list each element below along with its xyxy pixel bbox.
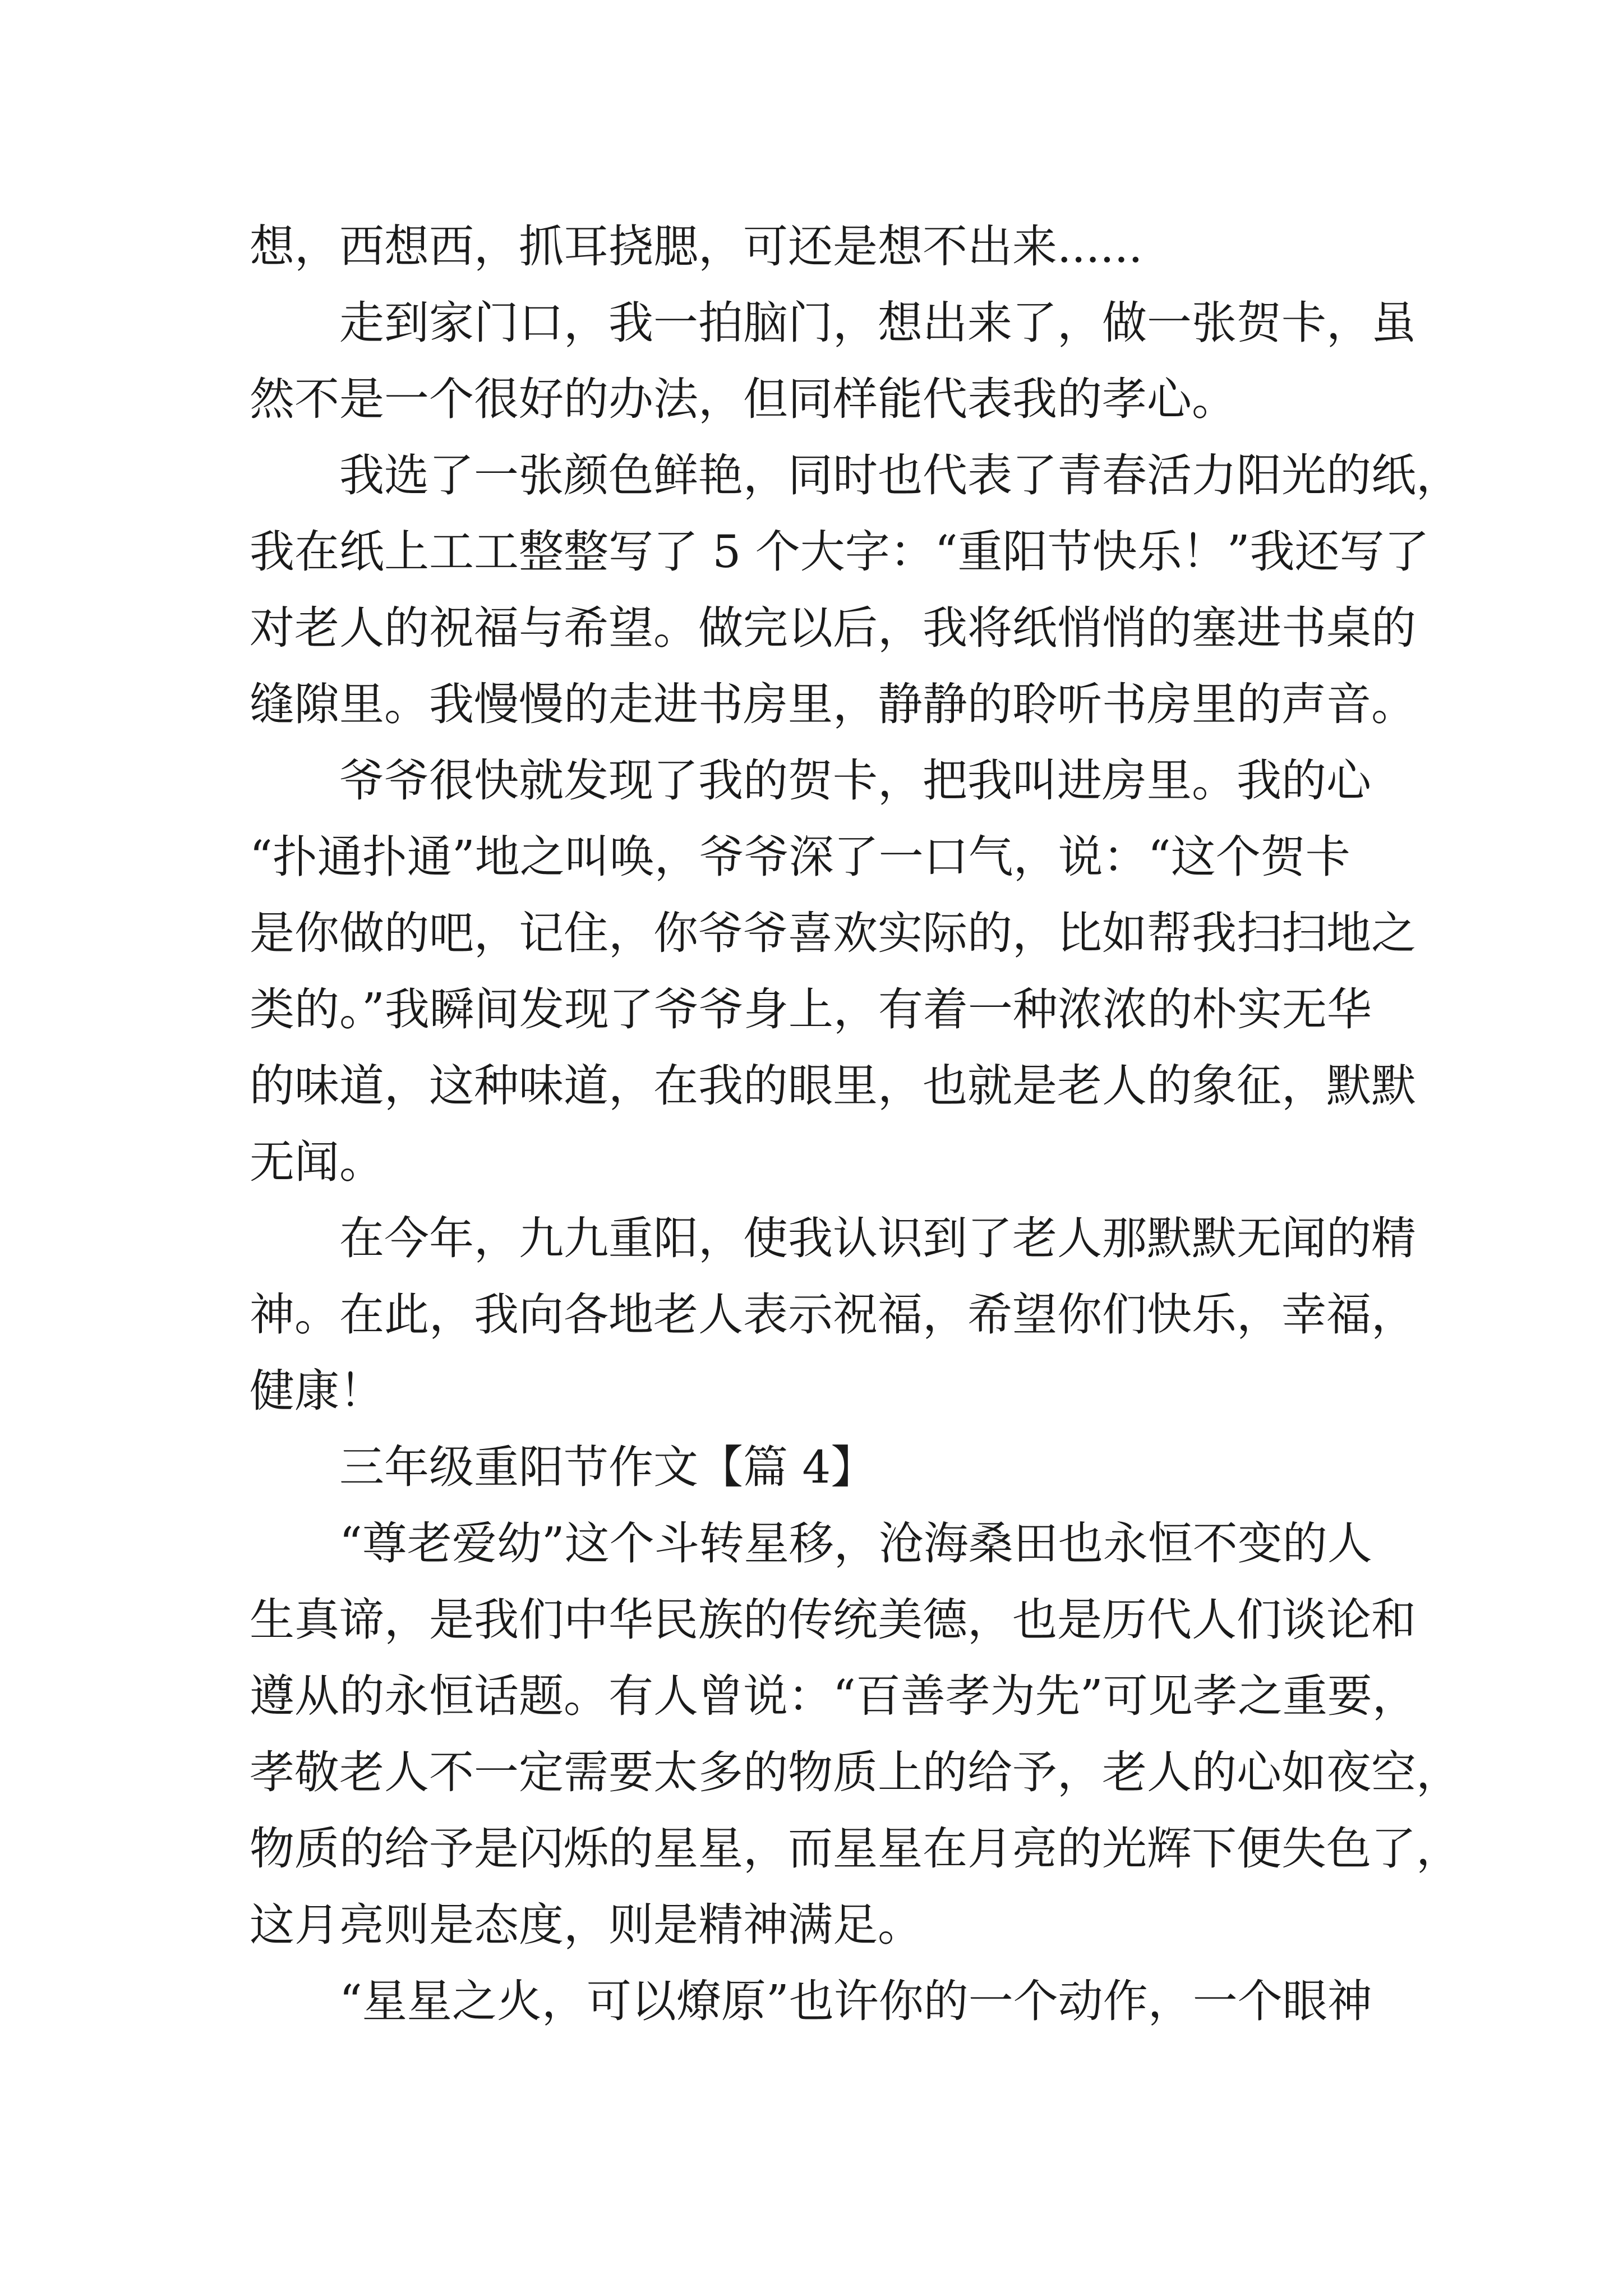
paragraph-start-line: 走到家门口，我一拍脑门，想出来了，做一张贺卡，虽 [339, 297, 1416, 349]
text-line: 我在纸上工工整整写了 5 个大字：“重阳节快乐！”我还写了 [250, 526, 1430, 578]
text-line: 想，西想西，抓耳挠腮，可还是想不出来...... [250, 220, 1143, 273]
text-line: 物质的给予是闪烁的星星，而星星在月亮的光辉下便失色了， [250, 1823, 1461, 1875]
text-line: 类的。”我瞬间发现了爷爷身上，有着一种浓浓的朴实无华 [250, 983, 1372, 1036]
text-line: 健康！ [250, 1365, 384, 1417]
paragraph-start-line: 爷爷很快就发现了我的贺卡，把我叫进房里。我的心 [339, 754, 1371, 807]
text-line: 的味道，这种味道，在我的眼里，也就是老人的象征，默默 [250, 1060, 1416, 1112]
paragraph-start-line: “星星之火，可以燎原”也许你的一个动作，一个眼神 [339, 1975, 1372, 2027]
text-line: 对老人的祝福与希望。做完以后，我将纸悄悄的塞进书桌的 [250, 602, 1416, 654]
text-line: 生真谛，是我们中华民族的传统美德，也是历代人们谈论和 [250, 1594, 1416, 1646]
paragraph-start-line: 在今年，九九重阳，使我认识到了老人那默默无闻的精 [339, 1212, 1416, 1264]
text-line: 无闻。 [250, 1136, 384, 1188]
paragraph-start-line: “尊老爱幼”这个斗转星移，沧海桑田也永恒不变的人 [339, 1517, 1372, 1570]
document-body [250, 209, 1461, 2040]
text-line: 遵从的永恒话题。有人曾说：“百善孝为先”可见孝之重要， [250, 1670, 1417, 1722]
text-line: “扑通扑通”地之叫唤，爷爷深了一口气，说：“这个贺卡 [250, 831, 1350, 883]
text-line: 是你做的吧，记住，你爷爷喜欢实际的，比如帮我扫扫地之 [250, 907, 1416, 959]
paragraph-start-line: 我选了一张颜色鲜艳，同时也代表了青春活力阳光的纸， [339, 449, 1461, 501]
text-line: 神。在此，我向各地老人表示祝福，希望你们快乐，幸福， [250, 1289, 1416, 1341]
text-line: 孝敬老人不一定需要太多的物质上的给予，老人的心如夜空， [250, 1746, 1461, 1798]
text-line: 缝隙里。我慢慢的走进书房里，静静的聆听书房里的声音。 [250, 678, 1416, 730]
text-line: 这月亮则是态度，则是精神满足。 [250, 1899, 923, 1951]
section-heading: 三年级重阳节作文【篇 4】 [339, 1441, 876, 1493]
text-line: 然不是一个很好的办法，但同样能代表我的孝心。 [250, 373, 1237, 425]
